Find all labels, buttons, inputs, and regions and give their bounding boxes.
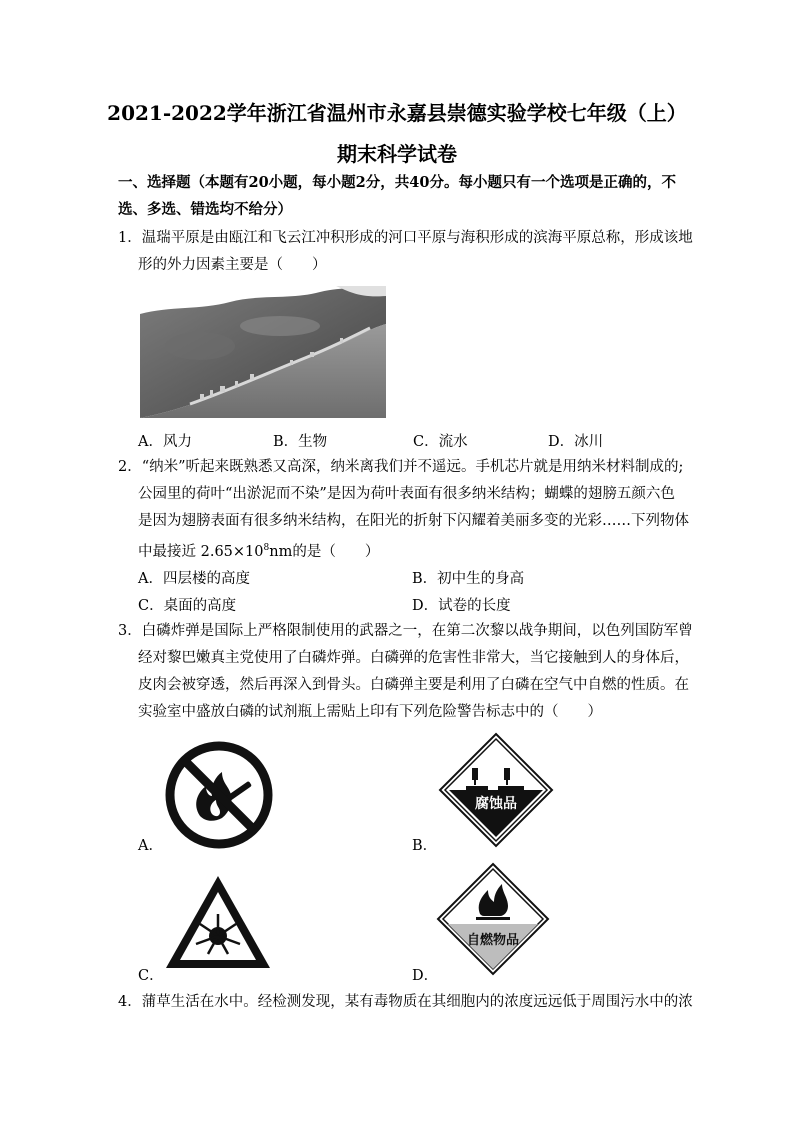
q2-text-cont-1: 公园里的荷叶“出淤泥而不染”是因为荷叶表面有很多纳米结构；蝴蝶的翅膀五颜六色 (138, 486, 675, 502)
q2-option-a[interactable]: A．四层楼的高度 (138, 571, 250, 587)
q1-option-b[interactable]: B．生物 (273, 434, 328, 450)
q4-text: 4．蒲草生活在水中。经检测发现，某有毒物质在其细胞内的浓度远远低于周围污水中的浓 (118, 994, 693, 1010)
q3-option-c[interactable]: C． (138, 968, 164, 984)
spontaneous-combustion-sign-icon (436, 862, 550, 976)
q3-text-cont-1: 经对黎巴嫩真主党使用了白磷炸弹。白磷弹的危害性非常大，当它接触到人的身体后， (138, 650, 689, 666)
section-heading: 一、选择题（本题有20小题，每小题2分，共40分。每小题只有一个选项是正确的，不 (118, 174, 676, 191)
q3-text: 3．白磷炸弹是国际上严格限制使用的武器之一，在第二次黎以战争期间，以色列国防军曾 (118, 623, 693, 639)
no-fire-sign-icon (164, 740, 274, 850)
q2-text: 2．“纳米”听起来既熟悉又高深，纳米离我们并不遥远。手机芯片就是用纳米材料制成的; (118, 459, 684, 475)
corrosive-sign-label: 腐蚀品 (475, 796, 517, 812)
q2-text-cont-3: 中最接近 $2.65\times 10^8nm$的是（ ） (138, 543, 380, 560)
q2-option-c[interactable]: C．桌面的高度 (138, 598, 237, 614)
q1-option-a[interactable]: A．风力 (138, 434, 192, 450)
q1-option-d[interactable]: D．冰川 (548, 434, 604, 450)
q1-option-c[interactable]: C．流水 (413, 434, 468, 450)
q1-text-cont: 形的外力因素主要是（ ） (138, 257, 327, 273)
q1-text: 1．温瑞平原是由瓯江和飞云江冲积形成的河口平原与海积形成的滨海平原总称，形成该地 (118, 230, 693, 246)
plain-aerial-photo (140, 286, 386, 418)
section-heading-cont: 选、多选、错选均不给分） (118, 201, 292, 218)
q3-text-cont-2: 皮肉会被穿透，然后再深入到骨头。白磷弹主要是利用了白磷在空气中自燃的性质。在 (138, 677, 689, 693)
q2-option-d[interactable]: D．试卷的长度 (412, 598, 511, 614)
combustible-sign-label: 自燃物品 (466, 933, 520, 948)
q3-text-cont-3: 实验室中盛放白磷的试剂瓶上需贴上印有下列危险警告标志中的（ ） (138, 704, 602, 720)
q3-option-a[interactable]: A． (138, 838, 163, 854)
q3-option-d[interactable]: D． (412, 968, 439, 984)
corrosive-sign-icon (438, 732, 554, 848)
exam-subtitle: 期末科学试卷 (337, 142, 457, 166)
q3-option-b[interactable]: B． (412, 838, 438, 854)
explosive-warning-sign-icon (162, 872, 274, 972)
q2-option-b[interactable]: B．初中生的身高 (412, 571, 525, 587)
q2-text-cont-2: 是因为翅膀表面有很多纳米结构，在阳光的折射下闪耀着美丽多变的光彩……下列物体 (138, 513, 689, 529)
exam-title: 2021-2022学年浙江省温州市永嘉县崇德实验学校七年级（上） (107, 101, 687, 125)
